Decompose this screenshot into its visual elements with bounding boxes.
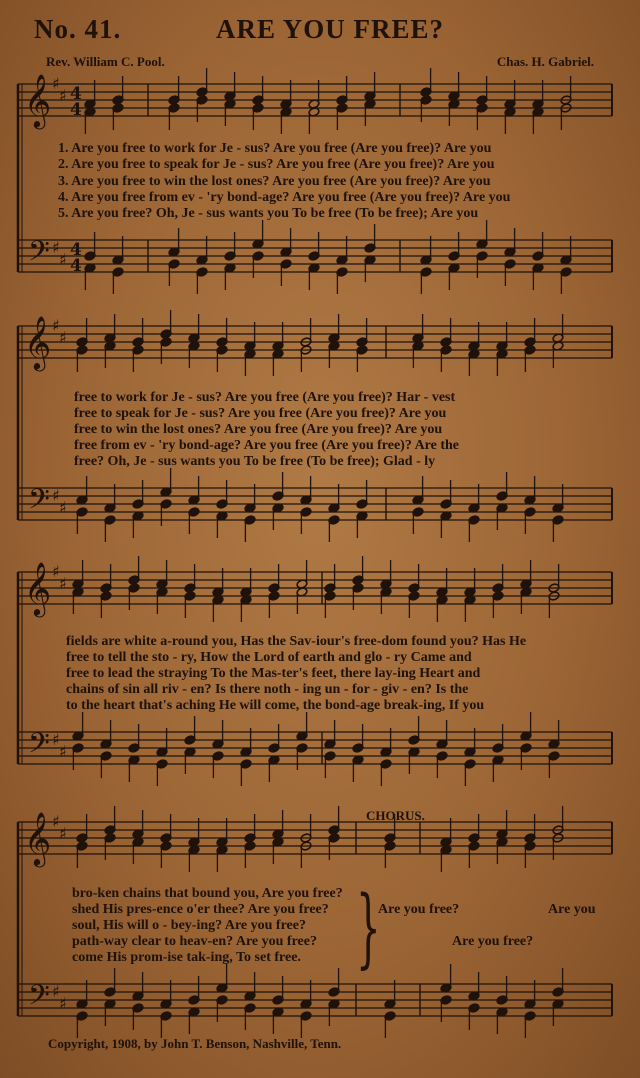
time-signature: 4 [70, 100, 82, 120]
verse-line: chains of sin all riv - en? Is there noth - ing un - for - giv - en? Is the [66, 682, 469, 697]
sharp-sign: ♯ [52, 812, 60, 831]
verse-line: free to lead the straying To the Mas-ter's feet, there lay-ing Heart and [66, 666, 481, 681]
treble-clef-icon: 𝄞 [24, 73, 52, 127]
lyricist-credit: Rev. William C. Pool. [46, 54, 165, 69]
verse-line: 4. Are you free from ev - 'ry bond-age? Are you free (Are you free)? Are you [58, 190, 511, 205]
verse-line: free to work for Je - sus? Are you free (Are you free)? Har - vest [74, 390, 456, 405]
sharp-sign: ♯ [59, 742, 67, 761]
verse-line: free to speak for Je - sus? Are you free (Are you free)? Are you [74, 406, 447, 421]
verse-brace: } [356, 878, 381, 978]
hymn-title: ARE YOU FREE? [216, 14, 445, 44]
sharp-sign: ♯ [59, 86, 67, 105]
chorus-alto-lyric: Are you free? [452, 934, 534, 949]
time-signature: 4 [70, 240, 82, 260]
sharp-sign: ♯ [52, 238, 60, 257]
verse-line: soul, His will o - bey-ing? Are you free? [72, 918, 306, 933]
sharp-sign: ♯ [59, 824, 67, 843]
verse-line: path-way clear to heav-en? Are you free? [72, 934, 317, 949]
sharp-sign: ♯ [59, 498, 67, 517]
sharp-sign: ♯ [52, 730, 60, 749]
sharp-sign: ♯ [52, 74, 60, 93]
bass-clef-icon: 𝄢 [28, 483, 50, 523]
treble-clef-icon: 𝄞 [24, 811, 52, 865]
sharp-sign: ♯ [59, 574, 67, 593]
verse-line: shed His pres-ence o'er thee? Are you free? [72, 902, 329, 917]
time-signature: 4 [70, 256, 82, 276]
verse-line: 3. Are you free to win the lost ones? Are you free (Are you free)? Are you [58, 174, 491, 189]
chorus-tenor-lyric: Are you [548, 902, 596, 917]
chorus-label: CHORUS. [366, 808, 425, 823]
treble-clef-icon: 𝄞 [24, 561, 52, 615]
verse-line: bro-ken chains that bound you, Are you free? [72, 886, 343, 901]
verse-line: free to tell the sto - ry, How the Lord of earth and glo - ry Came and [66, 650, 472, 665]
verse-line: fields are white a-round you, Has the Sav-iour's free-dom found you? Has He [66, 634, 527, 649]
verse-line: 5. Are you free? Oh, Je - sus wants you To be free (To be free); Are you [58, 206, 479, 221]
sharp-sign: ♯ [52, 562, 60, 581]
time-signature: 4 [70, 84, 82, 104]
verse-line: free from ev - 'ry bond-age? Are you free (Are you free)? Are the [74, 438, 460, 453]
composer-credit: Chas. H. Gabriel. [496, 54, 594, 69]
sharp-sign: ♯ [59, 328, 67, 347]
bass-clef-icon: 𝄢 [28, 235, 50, 275]
verse-line: 1. Are you free to work for Je - sus? Are you free (Are you free)? Are you [58, 141, 492, 156]
copyright-notice: Copyright, 1908, by John T. Benson, Nashville, Tenn. [48, 1036, 342, 1051]
sharp-sign: ♯ [52, 982, 60, 1001]
hymn-number: No. 41. [34, 14, 122, 44]
verse-line: free to win the lost ones? Are you free (Are you free)? Are you [74, 422, 443, 437]
chorus-soprano-lyric: Are you free? [378, 902, 460, 917]
verse-line: to the heart that's aching He will come, the bond-age break-ing, If you [66, 698, 485, 713]
bass-clef-icon: 𝄢 [28, 979, 50, 1019]
verse-line: 2. Are you free to speak for Je - sus? Are you free (Are you free)? Are you [58, 157, 495, 172]
treble-clef-icon: 𝄞 [24, 315, 52, 369]
sharp-sign: ♯ [52, 486, 60, 505]
sharp-sign: ♯ [52, 316, 60, 335]
verse-line: come His prom-ise tak-ing, To set free. [72, 950, 301, 965]
verse-line: free? Oh, Je - sus wants you To be free (To be free); Glad - ly [74, 454, 436, 469]
sharp-sign: ♯ [59, 994, 67, 1013]
sharp-sign: ♯ [59, 250, 67, 269]
bass-clef-icon: 𝄢 [28, 727, 50, 767]
